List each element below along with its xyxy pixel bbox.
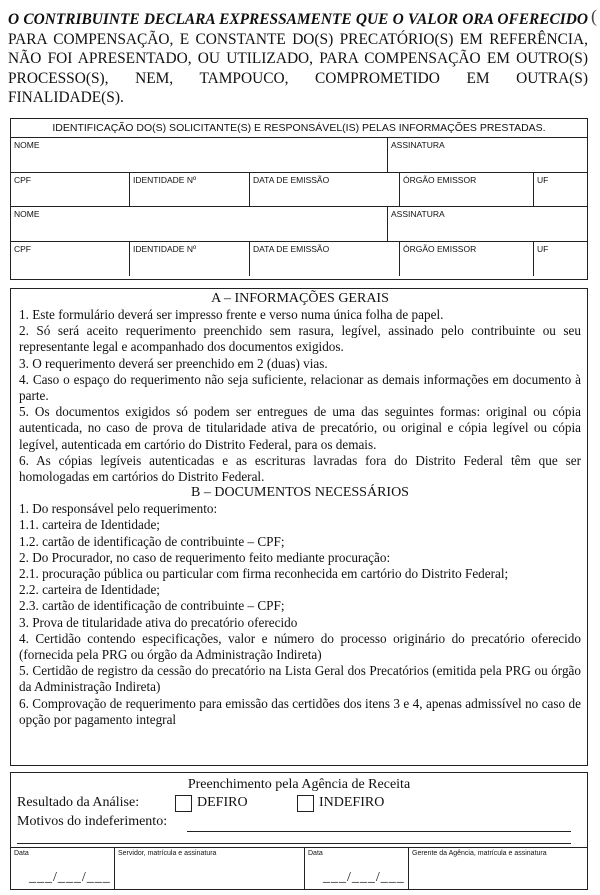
data-emissao-label: DATA DE EMISSÃO — [253, 175, 330, 185]
identidade-label: IDENTIDADE Nº — [133, 175, 197, 185]
margin-mark: ( — [591, 6, 597, 26]
identification-title: IDENTIFICAÇÃO DO(S) SOLICITANTE(S) E RESPONSÁVEL(IS) PELAS INFORMAÇÕES PRESTADAS. — [11, 119, 587, 138]
result-label: Resultado da Análise: — [17, 795, 140, 810]
servidor-label: Servidor, matrícula e assinatura — [118, 850, 217, 857]
data-emissao-field-2[interactable] — [249, 242, 399, 276]
nome-label: NOME — [14, 209, 40, 219]
assinatura-field-1[interactable] — [387, 138, 587, 172]
gerente-label: Gerente da Agência, matrícula e assinatura — [412, 850, 547, 857]
section-b-item: 4. Certidão contendo especificações, valor e número do processo originário do precatório oferecido (fornecida pela PRG ou órgão da Administração Indireta) — [19, 630, 581, 663]
cpf-field-1[interactable] — [11, 173, 129, 206]
motivos-label: Motivos do indeferimento: — [17, 814, 168, 829]
data-field-2[interactable] — [304, 848, 408, 889]
assinatura-label: ASSINATURA — [391, 140, 445, 150]
section-b-item: 2. Do Procurador, no caso de requerimento feito mediante procuração: — [19, 549, 391, 565]
motivos-line-2[interactable] — [17, 843, 571, 844]
agency-box — [10, 772, 588, 890]
nome-label: NOME — [14, 140, 40, 150]
motivos-line-1[interactable] — [187, 831, 571, 832]
declaration-text: PARA COMPENSAÇÃO, E CONSTANTE DO(S) PRECATÓRIO(S) EM REFERÊNCIA, NÃO FOI APRESENTADO, OU UTILIZADO, PARA COMPENSAÇÃO EM OUTRO(S) PROCESSO(S), NEM, TAMPOUCO, COMPROMETIDO EM OUTRA(S) FINALIDADE(S). — [8, 30, 588, 106]
identidade-field-2[interactable] — [129, 242, 249, 276]
gerente-field[interactable] — [408, 848, 587, 889]
section-b-item: 2.1. procuração pública ou particular com firma reconhecida em cartório do Distrito Federal; — [19, 566, 509, 582]
identidade-field-1[interactable] — [129, 173, 249, 206]
section-b-item: 2.2. carteira de Identidade; — [19, 582, 160, 598]
declaration-emphasis: O CONTRIBUINTE DECLARA EXPRESSAMENTE QUE O VALOR ORA OFERECIDO — [8, 11, 588, 28]
identification-table — [10, 118, 588, 280]
uf-label: UF — [537, 244, 549, 254]
data-emissao-label: DATA DE EMISSÃO — [253, 244, 330, 254]
agency-title: Preenchimento pela Agência de Receita — [187, 777, 411, 792]
nome-field-1[interactable] — [11, 138, 387, 172]
servidor-field[interactable] — [114, 848, 304, 889]
uf-field-1[interactable] — [533, 173, 587, 206]
cpf-field-2[interactable] — [11, 242, 129, 276]
identidade-label: IDENTIDADE Nº — [133, 244, 197, 254]
orgao-label: ÓRGÃO EMISSOR — [403, 175, 477, 185]
data-label: Data — [308, 850, 323, 857]
name-row-2 — [11, 207, 587, 242]
section-a-item: 1. Este formulário deverá ser impresso frente e verso numa única folha de papel. — [19, 307, 444, 322]
orgao-field-2[interactable] — [399, 242, 533, 276]
section-b-item: 1.1. carteira de Identidade; — [19, 517, 160, 533]
data-field-1[interactable] — [11, 848, 114, 889]
section-a-title: A – INFORMAÇÕES GERAIS — [211, 291, 389, 306]
section-b-title: B – DOCUMENTOS NECESSÁRIOS — [191, 485, 409, 501]
uf-field-2[interactable] — [533, 242, 587, 276]
data-emissao-field-1[interactable] — [249, 173, 399, 206]
section-b-item: 3. Prova de titularidade ativa do precatório oferecido — [19, 614, 298, 630]
cpf-label: CPF — [14, 175, 31, 185]
section-b-item: 5. Certidão de registro da cessão do precatório na Lista Geral dos Precatórios (emitida pela PRG ou órgão da Administração Indireta) — [19, 663, 581, 695]
declaration — [8, 10, 588, 108]
section-a-item: 4. Caso o espaço do requerimento não seja suficiente, relacionar as demais informações em documento à parte. — [19, 371, 581, 404]
section-b-item: 1. Do responsável pelo requerimento: — [19, 501, 218, 517]
section-b-item: 2.3. cartão de identificação de contribuinte – CPF; — [19, 598, 285, 614]
section-a-item: 5. Os documentos exigidos só podem ser entregues de uma das seguintes formas: original ou cópia autenticada, no caso de prova de titularidade ativa de precatório, ou original e cópia legível ou cópia legível, autenticada em cartório do Distrito Federal, para os demais. — [19, 404, 581, 452]
indefiro-checkbox[interactable] — [297, 795, 314, 812]
section-a-item: 6. As cópias legíveis autenticadas e as escrituras lavradas fora do Distrito Federal têm que ser homologadas em cartórios do Distrito Federal. — [19, 452, 581, 485]
signature-row — [11, 847, 587, 889]
indefiro-label: INDEFIRO — [319, 795, 385, 810]
section-a-item: 2. Só será aceito requerimento preenchido sem rasura, legível, assinado pelo contribuinte ou seu representante legal e acompanhado dos documentos exigidos. — [19, 323, 581, 355]
doc-row-1 — [11, 173, 587, 207]
data-label: Data — [14, 850, 29, 857]
nome-field-2[interactable] — [11, 207, 387, 241]
section-b-item: 6. Comprovação de requerimento para emissão das certidões dos itens 3 e 4, apenas admissível no caso de opção por pagamento integral — [19, 695, 581, 727]
section-b-item: 1.2. cartão de identificação de contribuinte – CPF; — [19, 533, 285, 549]
doc-row-2 — [11, 242, 587, 276]
date-placeholder: ___/___/___ — [323, 870, 405, 885]
uf-label: UF — [537, 175, 549, 185]
defiro-checkbox[interactable] — [175, 795, 192, 812]
orgao-label: ÓRGÃO EMISSOR — [403, 244, 477, 254]
defiro-label: DEFIRO — [197, 795, 248, 810]
section-a-item: 3. O requerimento deverá ser preenchido em 2 (duas) vias. — [19, 355, 328, 371]
information-box — [10, 288, 588, 766]
orgao-field-1[interactable] — [399, 173, 533, 206]
date-placeholder: ___/___/___ — [29, 870, 111, 885]
assinatura-field-2[interactable] — [387, 207, 587, 241]
cpf-label: CPF — [14, 244, 31, 254]
name-row-1 — [11, 138, 587, 173]
assinatura-label: ASSINATURA — [391, 209, 445, 219]
